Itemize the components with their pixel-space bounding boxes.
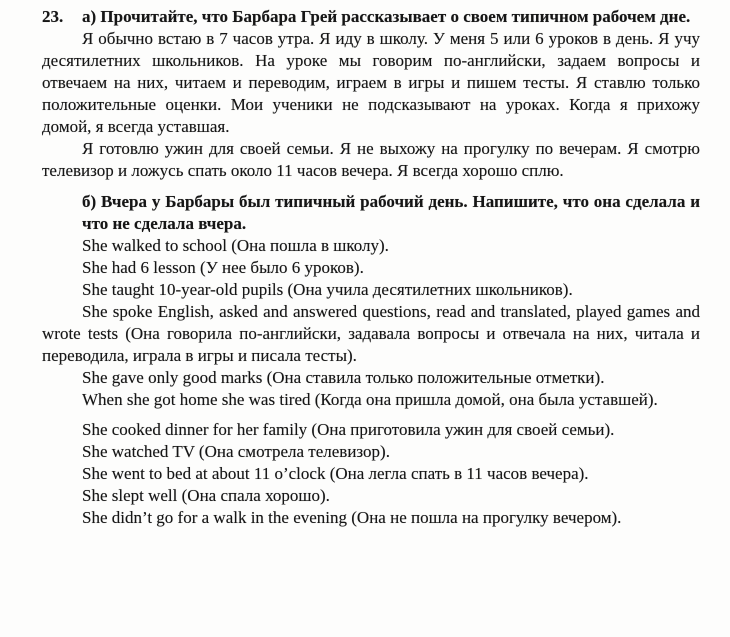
- exercise-number: 23.: [42, 7, 64, 26]
- sentence-line-4: She spoke English, asked and answered questions, read and translated, played games and wrote tests (Она говорила по-английски, задавала вопросы и отвечала на них, читала и переводила, играла в игры и писала тесты).: [42, 302, 700, 365]
- part-a-paragraph-1: Я обычно встаю в 7 часов утра. Я иду в школу. У меня 5 или 6 уроков в день. Я учу десятилетних школьников. На уроке мы говорим по-английски, задаем вопросы и отвечаем на них, читаем и переводим, играем в игры и пишем тесты. Я ставлю только положительные оценки. Мои ученики не подсказывают на уроках. Когда я прихожу домой, я всегда уставшая.: [42, 29, 700, 136]
- sentence-line-10: She slept well (Она спала хорошо).: [82, 486, 330, 505]
- part-a-heading-text: а) Прочитайте, что Барбара Грей рассказывает о своем типичном рабочем дне.: [82, 7, 691, 26]
- sentence-line-11: She didn’t go for a walk in the evening (Она не пошла на прогулку вечером).: [82, 508, 622, 527]
- exercise-23b-heading: б) Вчера у Барбары был типичный рабочий день. Напишите, что она сделала и что не сделала вчера.: [82, 192, 700, 233]
- sentence-line-1: She walked to school (Она пошла в школу).: [82, 236, 389, 255]
- sentence-line-3: She taught 10-year-old pupils (Она учила десятилетних школьников).: [82, 280, 573, 299]
- sentence-line-6: When she got home she was tired (Когда она пришла домой, она была уставшей).: [82, 390, 658, 409]
- sentence-line-7: She cooked dinner for her family (Она приготовила ужин для своей семьи).: [82, 420, 615, 439]
- sentence-line-8: She watched TV (Она смотрела телевизор).: [82, 442, 390, 461]
- sentence-line-5: She gave only good marks (Она ставила только положительные отметки).: [82, 368, 605, 387]
- sentence-line-9: She went to bed at about 11 o’clock (Она легла спать в 11 часов вечера).: [82, 464, 589, 483]
- exercise-23a-heading: [42, 6, 700, 28]
- part-a-paragraph-2: Я готовлю ужин для своей семьи. Я не выхожу на прогулку по вечерам. Я смотрю телевизор и ложусь спать около 11 часов вечера. Я всегда хорошо сплю.: [42, 139, 700, 180]
- sentence-line-2: She had 6 lesson (У нее было 6 уроков).: [82, 258, 364, 277]
